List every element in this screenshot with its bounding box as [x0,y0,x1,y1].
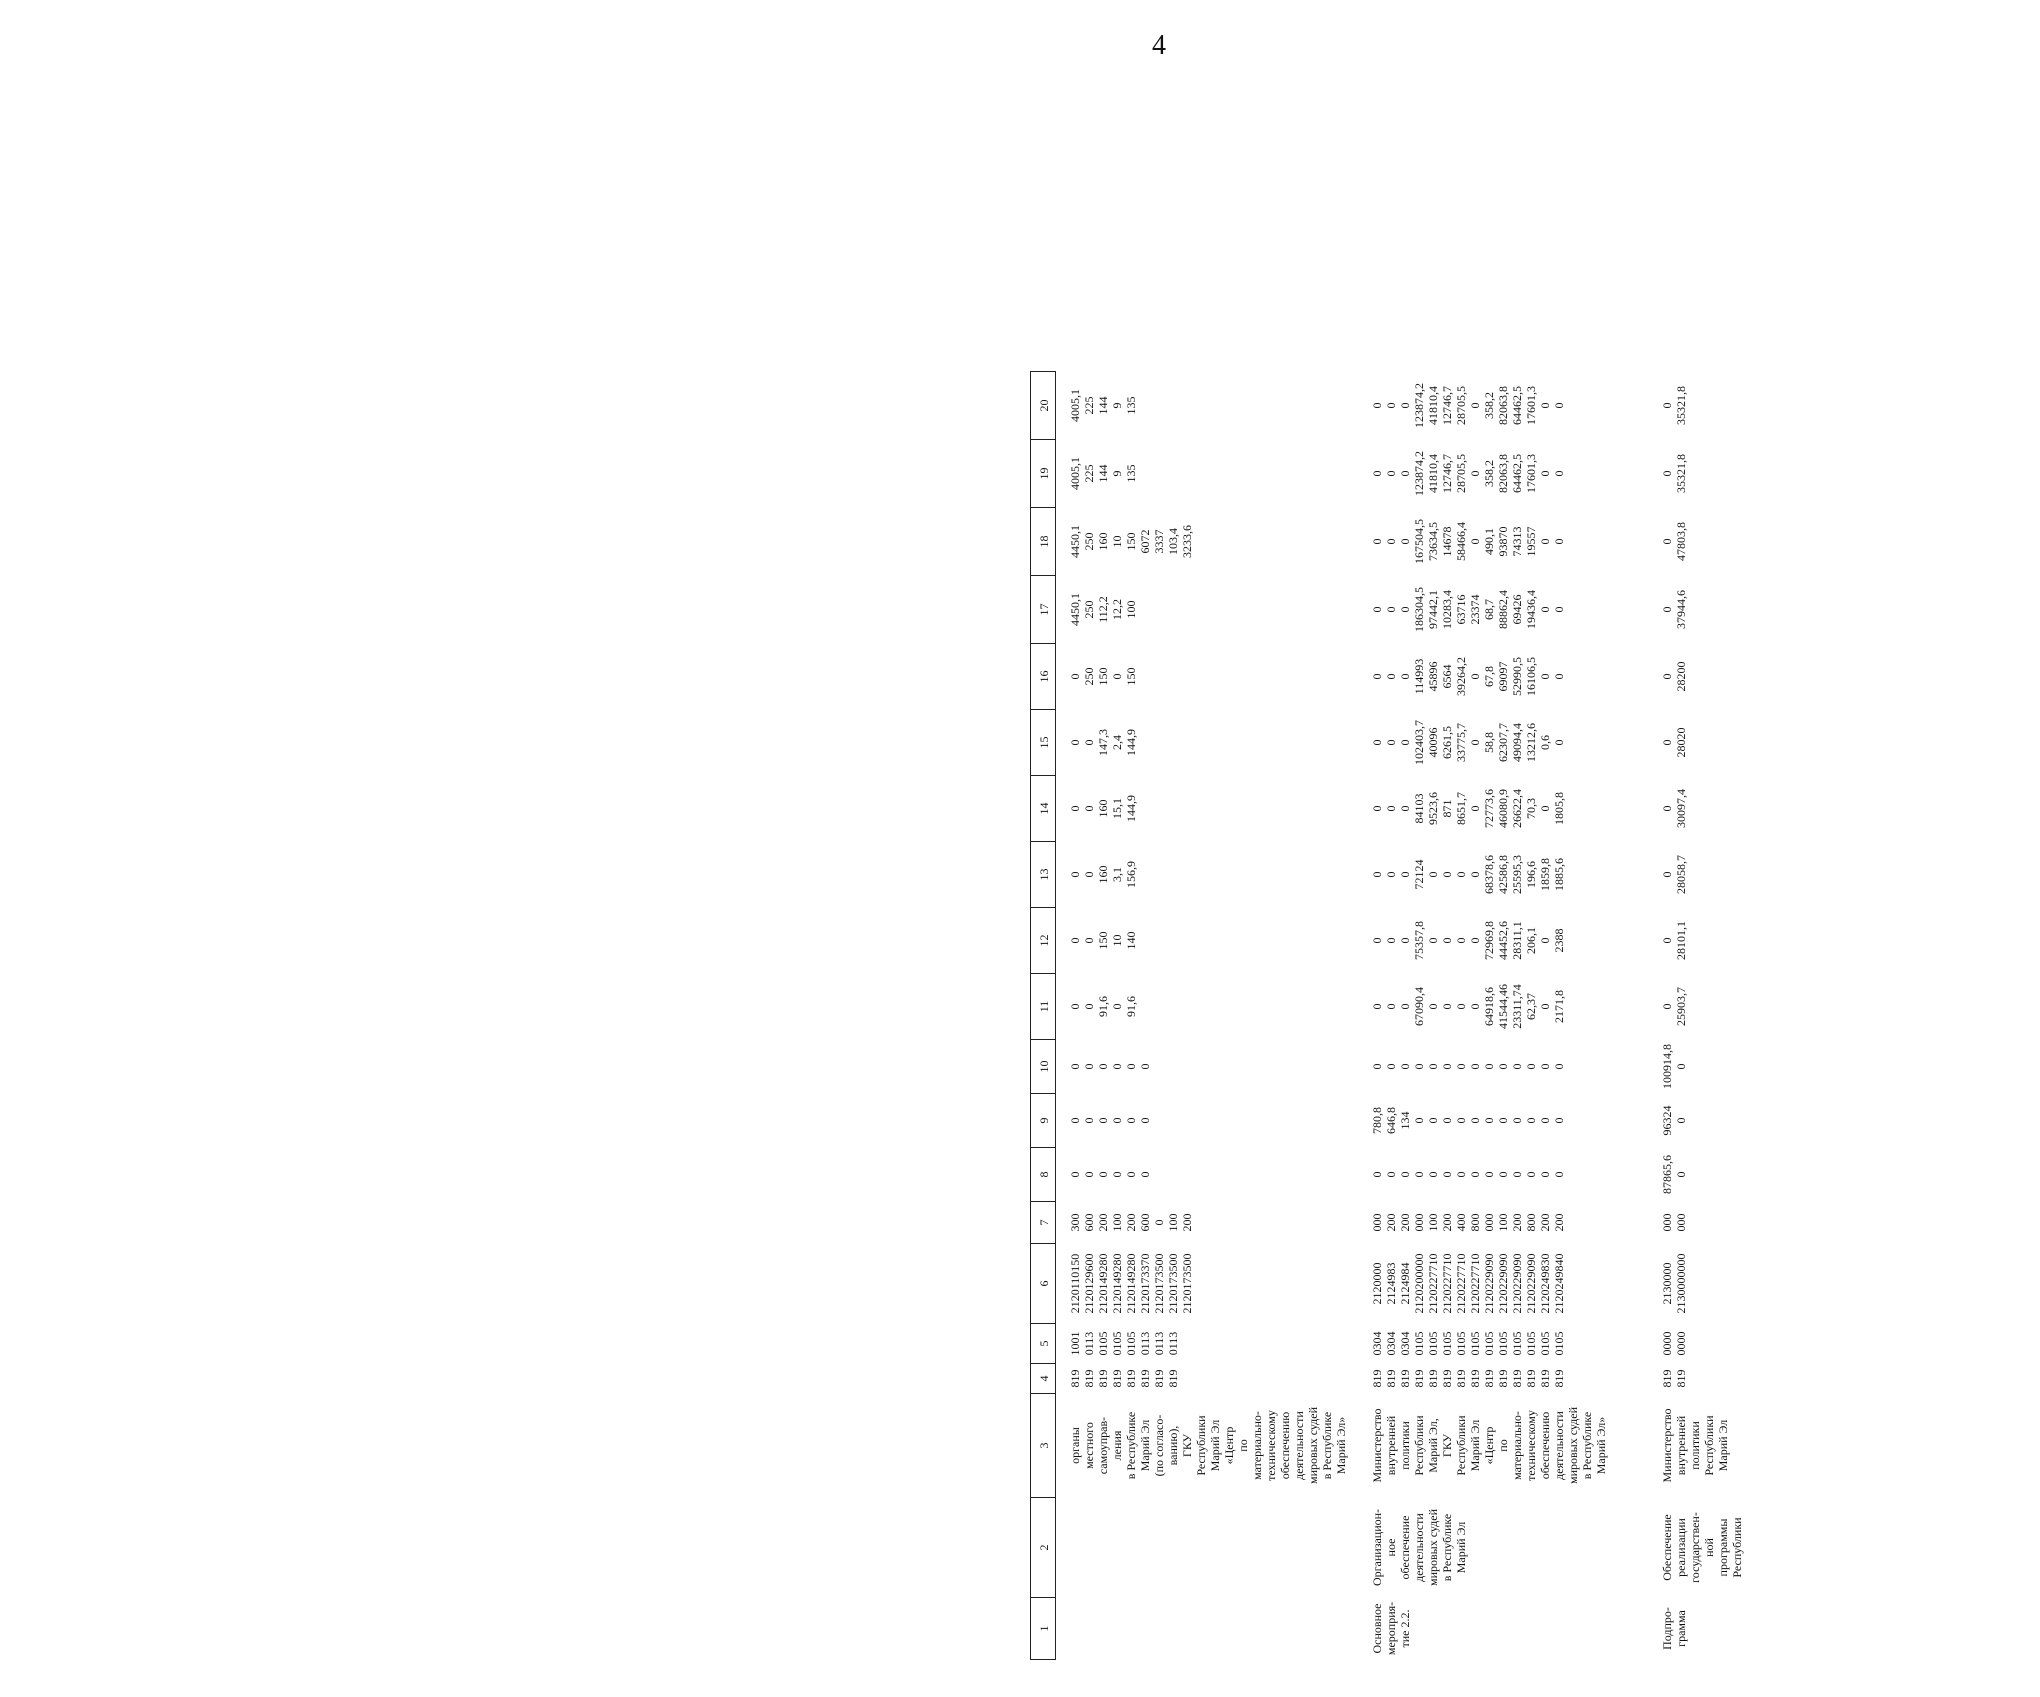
cell-col15: 0 28020 [1660,727,1688,758]
cell-col12: 0 28101,1 [1660,921,1688,960]
header-cell: 1 [1031,1598,1056,1660]
table-row [1056,372,1349,1660]
cell-col3: органы местного самоуправ- ления в Республике Марий Эл (по согласо- ванию), ГКУ Республики Марий Эл «Центр по материально- техническому обеспечению деятельности мировых судей в Республике Марий Эл» [1068,1407,1348,1485]
cell-col14: 0 0 0 84103 9523,6 871 8651,7 0 72773,6 46080,9 26622,4 70,3 0 1805,8 [1370,789,1566,828]
header-cell: 16 [1031,644,1056,710]
cell-col10: 100914,8 0 [1660,1044,1688,1089]
cell-col9: 96324 0 [1660,1105,1688,1136]
cell-col11: 0 25903,7 [1660,987,1688,1026]
header-cell: 13 [1031,842,1056,908]
table-row [1348,372,1638,1660]
cell-col12: 0 0 150 10 140 [1068,931,1138,950]
cell-col13: 0 0 160 3,1 156,9 [1068,861,1138,888]
cell-col1 [1056,1598,1349,1660]
cell-col18: 4450,1 250 160 10 150 6072 3337 103,4 3233,6 [1068,525,1194,558]
cell-col16: 0 0 0 114993 45896 6564 39264,2 0 67,8 69097 52990,5 16106,5 0 0 [1370,657,1566,696]
cell-col1: Подпро- грамма [1660,1607,1688,1650]
cell-col17: 0 37944,6 [1660,590,1688,629]
cell-col7: 000 200 200 000 100 200 400 800 000 100 200 800 200 200 [1370,1213,1566,1232]
cell-col5: 1001 0113 0105 0105 0105 0113 0113 0113 [1068,1331,1180,1356]
cell-col11: 0 0 0 67090,4 0 0 0 0 64918,6 41544,46 23311,74 62,37 0 2171,8 [1370,984,1566,1029]
rotated-table-area [1030,60,2040,1660]
cell-col7: 000 000 [1660,1213,1688,1232]
header-cell: 15 [1031,710,1056,776]
header-row [1031,372,1056,1660]
cell-col13: 0 28058,7 [1660,855,1688,894]
cell-col15: 0 0 0 102403,7 40096 6261,5 33775,7 0 58,8 62307,7 49094,4 13212,6 0,6 0 [1370,720,1566,765]
header-cell: 19 [1031,440,1056,508]
cell-col15: 0 0 147,3 2,4 144,9 [1068,729,1138,756]
header-cell: 17 [1031,576,1056,644]
cell-col8: 87865,6 0 [1660,1155,1688,1194]
cell-col4: 819 819 [1660,1369,1688,1388]
cell-col5: 0000 0000 [1660,1331,1688,1356]
header-cell: 4 [1031,1364,1056,1394]
cell-col17: 4450,1 250 112,2 12,2 100 [1068,593,1138,626]
cell-col10: 0 0 0 0 0 0 [1068,1063,1152,1070]
cell-col20: 4005,1 225 144 9 135 [1068,389,1138,422]
cell-col6: 2120000 2124983 2124984 2120200000 2120227710 2120227710 2120227710 2120227710 2120229090 2120229090 2120229090 2120229090 2120249830 2120249840 [1370,1253,1566,1314]
header-cell: 10 [1031,1040,1056,1094]
cell-col1: Основное мероприя- тие 2.2. [1370,1601,1412,1656]
cell-col3: Министерство внутренней политики Республики Марий Эл [1660,1408,1730,1483]
cell-col17: 0 0 0 186304,5 97442,1 10283,4 63716 23374 68,7 88862,4 69426 19436,4 0 0 [1370,587,1566,632]
cell-col12: 0 0 0 75357,8 0 0 0 0 72969,8 44452,6 28311,1 206,1 0 2388 [1370,921,1566,960]
header-cell: 2 [1031,1498,1056,1598]
cell-col3: Министерство внутренней политики Республики Марий Эл, ГКУ Республики Марий Эл «Центр по материально- техническому обеспечению деятельности мировых судей в Республике Марий Эл» [1370,1407,1608,1485]
cell-col14: 0 30097,4 [1660,789,1688,828]
cell-col19: 4005,1 225 144 9 135 [1068,457,1138,490]
header-cell: 3 [1031,1394,1056,1498]
table-row [1638,372,1744,1660]
cell-col14: 0 0 160 15,1 144,9 [1068,795,1138,822]
cell-col6: 2130000 2130000000 [1660,1253,1688,1314]
cell-col2: Организацион- ное обеспечение деятельности мировых судей в Республике Марий Эл [1370,1508,1468,1587]
cell-col16: 0 250 150 0 150 [1068,667,1138,686]
header-cell: 5 [1031,1324,1056,1364]
header-cell: 6 [1031,1244,1056,1324]
cell-col9: 0 0 0 0 0 0 [1068,1117,1152,1124]
header-cell: 12 [1031,908,1056,974]
cell-col16: 0 28200 [1660,661,1688,692]
header-cell: 7 [1031,1202,1056,1244]
cell-col7: 300 600 200 100 200 600 0 100 200 [1068,1213,1194,1232]
cell-col8: 0 0 0 0 0 0 0 0 0 0 0 0 0 0 [1370,1171,1566,1178]
cell-col6: 2120110150 2120129600 2120149280 2120149280 2120149280 2120173370 2120173500 2120173500 2120173500 [1068,1253,1194,1314]
cell-col19: 0 0 0 123874,2 41810,4 12746,7 28705,5 0 358,2 82063,8 64462,5 17601,3 0 0 [1370,451,1566,496]
cell-col18: 0 0 0 167504,5 73634,5 14678 58466,4 0 490,1 93870 74313 19557 0 0 [1370,519,1566,564]
cell-col11: 0 0 91,6 0 91,6 [1068,996,1138,1017]
page-number: 4 [1152,30,1166,61]
header-cell: 9 [1031,1094,1056,1148]
cell-col4: 819 819 819 819 819 819 819 819 [1068,1369,1180,1388]
cell-col9: 780,8 646,8 134 0 0 0 0 0 0 0 0 0 0 0 [1370,1107,1566,1134]
header-cell: 18 [1031,508,1056,576]
cell-col8: 0 0 0 0 0 0 [1068,1171,1152,1178]
cell-col19: 0 35321,8 [1660,454,1688,493]
header-cell: 8 [1031,1148,1056,1202]
header-cell: 14 [1031,776,1056,842]
budget-table [1030,371,1744,1660]
header-cell: 11 [1031,974,1056,1040]
cell-col10: 0 0 0 0 0 0 0 0 0 0 0 0 0 0 [1370,1063,1566,1070]
cell-col13: 0 0 0 72124 0 0 0 0 68378,6 42586,8 25595,3 196,6 1859,8 1885,6 [1370,855,1566,894]
cell-col20: 0 35321,8 [1660,386,1688,425]
cell-col5: 0304 0304 0304 0105 0105 0105 0105 0105 0105 0105 0105 0105 0105 0105 [1370,1331,1566,1356]
cell-col2: Обеспечение реализации государствен- ной программы Республики [1660,1512,1744,1583]
cell-col2 [1056,1498,1349,1598]
cell-col18: 0 47803,8 [1660,522,1688,561]
header-cell: 20 [1031,372,1056,440]
cell-col4: 819 819 819 819 819 819 819 819 819 819 819 819 819 819 [1370,1369,1566,1388]
cell-col20: 0 0 0 123874,2 41810,4 12746,7 28705,5 0 358,2 82063,8 64462,5 17601,3 0 0 [1370,383,1566,428]
